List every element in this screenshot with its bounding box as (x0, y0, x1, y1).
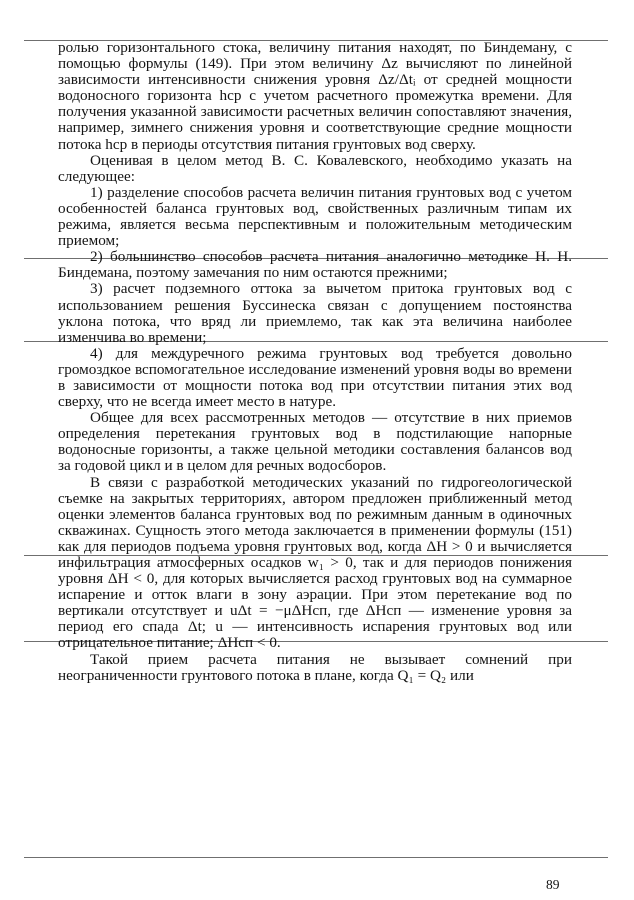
list-item-4: 4) для междуречного режима грунтовых вод требуется довольно громоздкое вспомогательное исследование изменений уровня воды во времени в зависимости от мощности потока вод при отсутствии питания этих вод сверху, что не всегда имеет место в натуре. (58, 344, 572, 411)
paragraph-author-method: В связи с разработкой методических указаний по гидрогеологической съемке на закрытых территориях, автором предложен приближенный метод оценки элементов баланса грунтовых вод по режимным данным в одиночных скважинах. Сущность этого метода заключается в применении формулы (151) как для периодов подъема уровня грунтовых вод, когда ΔH > 0 и вычисляется инфильтрация атмосферных осадков w₁ > 0, так и для периодов понижения уровня ΔH < 0, для которых вычисляется расход грунтовых вод на суммарное испарение и отток влаги в зону аэрации. При этом перетекание вод по вертикали отсутствует и uΔt = −μΔHсп, где ΔHсп — изменение уровня за период его спада Δt; u — интенсивность испарения грунтовых вод или отрицательное питание; ΔHсп < 0. (58, 473, 572, 652)
page-body (58, 40, 572, 684)
paragraph-final: Такой прием расчета питания не вызывает сомнений при неограниченности грунтового потока в плане, когда Q₁ = Q₂ или (58, 650, 572, 684)
bottom-rule (24, 857, 608, 858)
list-item-1: 1) разделение способов расчета величин питания грунтовых вод с учетом особенностей баланса грунтовых вод, свойственных различным типам их режима, является весьма перспективным и положительным методическим приемом; (58, 183, 572, 250)
list-item-3: 3) расчет подземного оттока за вычетом притока грунтовых вод с использованием решения Буссинеска связан с допущением постоянства уклона потока, что вряд ли приемлемо, так как эта величина наиболее изменчива во времени; (58, 280, 572, 346)
paragraph-evaluation-intro: Оценивая в целом метод В. С. Ковалевского, необходимо указать на следующее: (58, 151, 572, 185)
paragraph-general: Общее для всех рассмотренных методов — отсутствие в них приемов определения перетекания грунтовых вод в подстилающие напорные водоносные горизонты, а также цельной методики составления балансов вод за годовой цикл и в целом для речных водосборов. (58, 409, 572, 475)
page-number: 89 (546, 877, 560, 892)
list-item-2: 2) большинство способов расчета питания аналогично методике Н. Н. Биндемана, поэтому замечания по ним остаются прежними; (58, 248, 572, 282)
paragraph-continuation: ролью горизонтального стока, величину питания находят, по Биндеману, с помощью формулы (149). При этом величину Δz вычисляют по линейной зависимости интенсивности снижения уровня Δz/Δtᵢ от средней мощности водоносного горизонта hср с учетом расчетного промежутка времени. Для получения указанной зависимости расчетных величин сопоставляют значения, например, зимнего снижения уровня и соответствующие средние мощности потока hср в периоды отсутствия питания грунтовых вод сверху. (58, 39, 572, 153)
